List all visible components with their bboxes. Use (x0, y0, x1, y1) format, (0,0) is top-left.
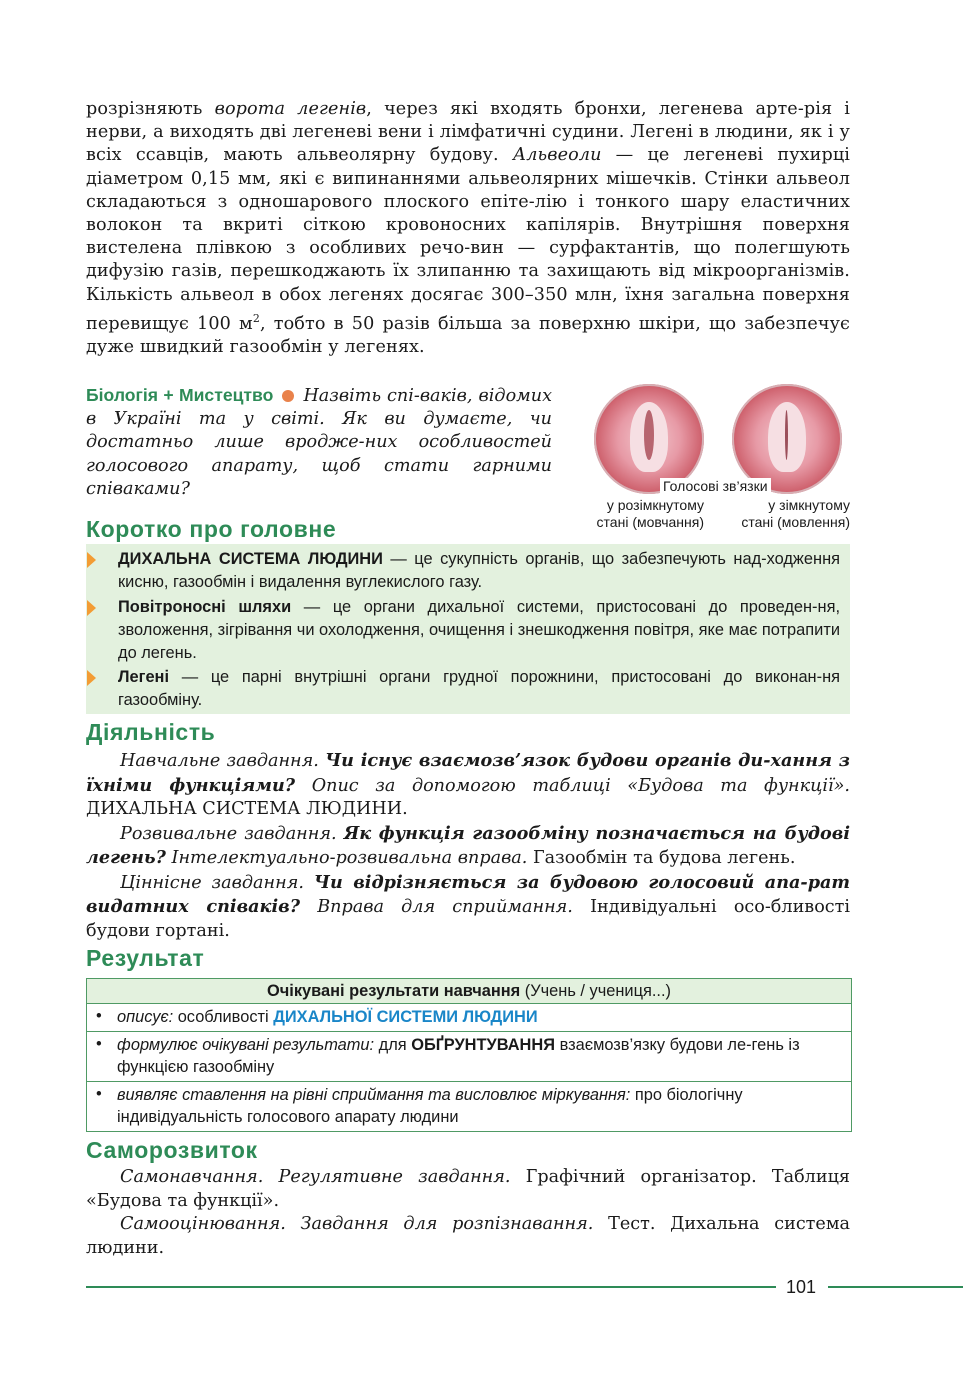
term-alveoli: Альвеоли (512, 145, 602, 166)
glottis-slit-open (644, 410, 654, 460)
intro-text-d: , тобто в 50 разів більша за поверхню шкіри, що забезпечує дуже швидкий газообмін у легенях. (86, 313, 850, 357)
glottis-slit-closed (785, 410, 788, 460)
results-text: про біологічну індивідуальність голосового апарату людини (117, 1085, 743, 1126)
label-closed-state (714, 497, 850, 531)
summary-term: ДИХАЛЬНА СИСТЕМА ЛЮДИНИ (118, 550, 383, 568)
results-verb: описує: (117, 1008, 174, 1026)
selfdev-heading: Саморозвиток (86, 1137, 258, 1163)
bullet-arrow-icon (87, 600, 96, 616)
label-closed-line2: стані (мовлення) (741, 514, 850, 530)
results-row (87, 1082, 851, 1131)
results-heading: Результат (86, 945, 205, 971)
summary-text: — це парні внутрішні органи грудної порожнини, пристосовані до виконан-ня газообміну. (118, 668, 840, 709)
results-emphasis: ДИХАЛЬНОЇ СИСТЕМИ ЛЮДИНИ (273, 1008, 538, 1026)
results-verb: виявляє ставлення на рівні сприймання та висловлює міркування: (117, 1085, 631, 1104)
task-type: Опис за допомогою таблиці «Будова та функції». (311, 775, 851, 796)
selfdev-self-assessment (86, 1213, 850, 1260)
task-label: Навчальне завдання. (120, 751, 319, 771)
results-header-rest: (Учень / учениця...) (520, 982, 671, 1000)
task-type: Вправа для сприймання. (317, 897, 573, 917)
task-topic: ДИХАЛЬНА СИСТЕМА ЛЮДИНИ. (86, 799, 408, 819)
bullet-dot-icon: • (96, 1034, 102, 1053)
activity-heading: Діяльність (86, 719, 216, 745)
intro-paragraph (86, 98, 850, 359)
summary-text: — це органи дихальної системи, пристосовані до проведен-ня, зволоження, зігрівання чи охолодження, очищення і знешкодження повітря, яке має потрапити до легень. (118, 598, 840, 662)
biology-art-heading: Біологія + Мистецтво (86, 385, 274, 405)
task-topic: Газообмін та будова легень. (532, 848, 796, 868)
activity-developing-task (86, 822, 850, 871)
results-table-header (87, 979, 851, 1004)
bullet-arrow-icon (87, 670, 96, 686)
task-label: Ціннісне завдання. (120, 872, 304, 893)
summary-item (118, 596, 840, 665)
task-question: Чи відрізняється за будовою голосовий апа-рат видатних співаків? (86, 871, 851, 917)
activity-value-task (86, 871, 850, 944)
results-verb: формулює очікувані результати: (117, 1035, 375, 1054)
results-text: особливості (173, 1008, 274, 1026)
results-tail: взаємозв’язку будови ле-гень із функцією газообміну (117, 1035, 800, 1076)
results-table (86, 978, 852, 1132)
superscript-squared: 2 (252, 311, 260, 325)
footer-rule-left (86, 1286, 776, 1288)
selfdev-self-learning (86, 1166, 850, 1213)
summary-item (118, 666, 840, 712)
biology-art-box (86, 384, 552, 501)
task-question: Чи існує взаємозв’язок будови органів ди-хання з їхніми функціями? (86, 750, 851, 796)
summary-heading: Коротко про головне (86, 516, 337, 542)
task-label: Самонавчання. Регулятивне завдання. (120, 1167, 511, 1187)
label-open-state (580, 497, 704, 531)
intro-text-b: , через які входять бронхи, легенева арте-рія і нерви, а виходять дві легеневі вени і лімфатичні судини. Легені в людини, як і у всіх ссавців, мають альвеолярну будову. (86, 99, 850, 166)
activity-learning-task (86, 749, 850, 822)
summary-term: Повітроносні шляхи (118, 598, 292, 616)
bullet-arrow-icon (87, 552, 96, 568)
gear-icon (282, 390, 294, 402)
activity-section (86, 749, 850, 943)
summary-term: Легені (118, 668, 170, 686)
footer-rule-right (828, 1286, 963, 1288)
label-closed-line1: у зімкнутому (768, 497, 850, 513)
summary-box (86, 544, 850, 714)
page-number: 101 (786, 1277, 817, 1297)
bullet-dot-icon: • (96, 1084, 102, 1103)
summary-item (118, 548, 840, 594)
intro-text-c: — це легеневі пухирці діаметром 0,15 мм, які є випинаннями альвеолярних мішечків. Стінки альвеол складаються з одношарового плоского епіте-лію і тонкого шару еластичних волокон та вкриті сіткою кровоносних капілярів. Внутрішня поверхня вистелена плівкою з особливих речо-вин — сурфактантів, що полегшують дифузію газів, перешкоджають їх злипанню та захищають від мікроорганізмів. Кількість альвеол в обох легенях досягає 300–350 млн, їхня загальна поверхня перевищує 100 м (86, 145, 850, 334)
task-text: Графічний організатор. Таблиця «Будова та функції». (86, 1167, 850, 1211)
vocal-cords-figure (566, 380, 856, 532)
results-emphasis: ОБҐРУНТУВАННЯ (411, 1035, 556, 1054)
label-open-line1: у розімкнутому (606, 497, 704, 513)
selfdev-section (86, 1166, 850, 1260)
bullet-dot-icon: • (96, 1007, 102, 1025)
results-header-bold: Очікувані результати навчання (267, 982, 521, 1000)
label-open-line2: стані (мовчання) (596, 514, 704, 530)
summary-text: — це сукупність органів, що забезпечують над-ходження кисню, газообмін і видалення вуглекислого газу. (118, 550, 840, 591)
task-label: Самооцінювання. Завдання для розпізнавання. (120, 1214, 594, 1234)
biology-art-question: Назвіть спі-ваків, відомих в Україні та у світі. Як ви думаєте, чи достатньо лише вродже-них особливостей голосового апарату, щоб стати гарними співаками? (86, 386, 552, 499)
task-question: Як функція газообміну позначається на будові легень? (86, 822, 851, 868)
task-topic: Індивідуальні осо-бливості будови гортані. (86, 897, 851, 941)
figure-caption: Голосові зв’язки (660, 478, 771, 494)
task-type: Інтелектуально-розвивальна вправа. (171, 848, 528, 868)
results-row (87, 1004, 851, 1032)
task-text: Тест. Дихальна система людини. (86, 1214, 850, 1258)
term-lung-hilum: ворота легенів (214, 99, 367, 119)
results-row (87, 1032, 851, 1082)
task-label: Розвивальне завдання. (120, 823, 337, 844)
results-text: для (374, 1035, 412, 1054)
intro-text-a: розрізняють (86, 99, 215, 119)
